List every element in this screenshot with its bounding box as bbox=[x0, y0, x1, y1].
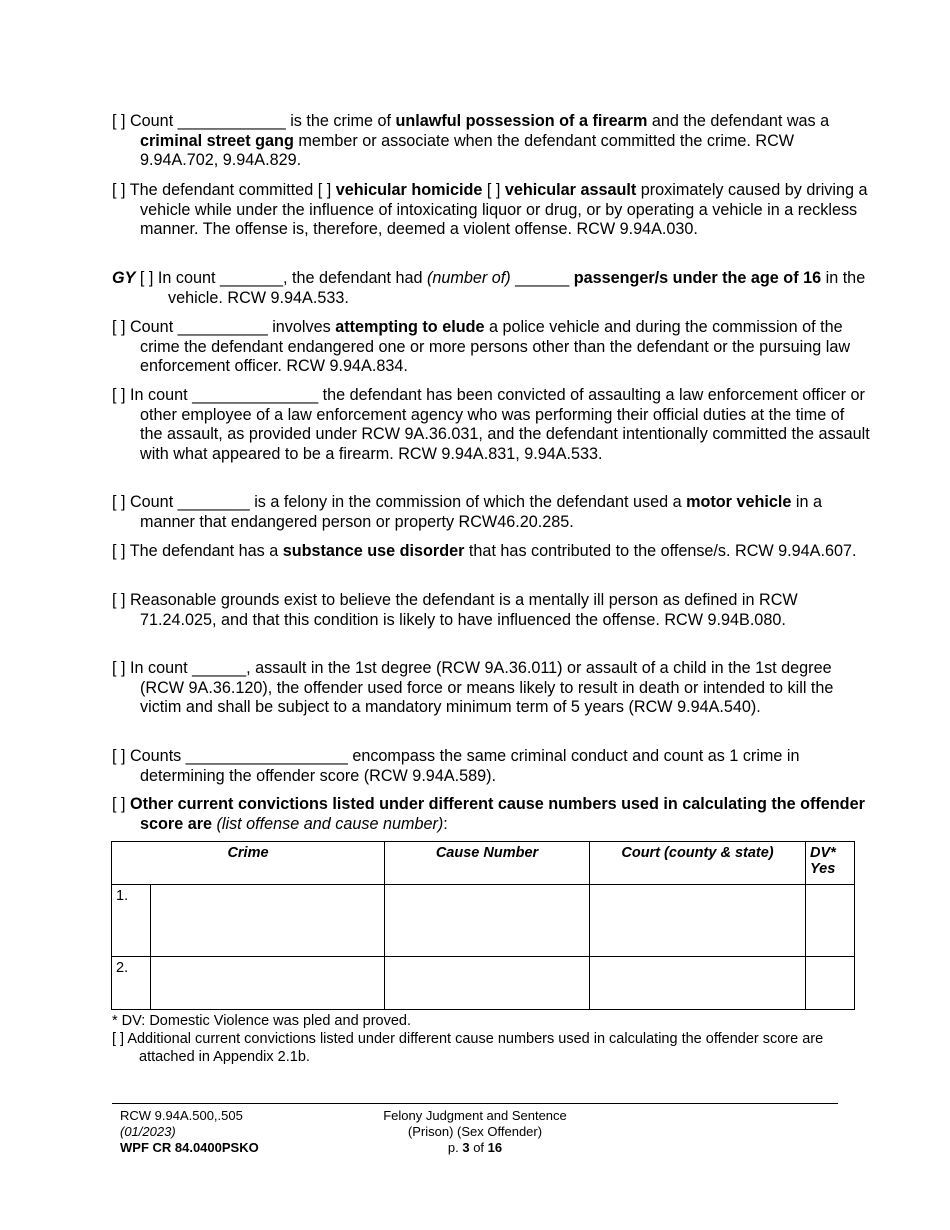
text: [ ] The defendant has a bbox=[112, 542, 283, 560]
header-dv bbox=[806, 842, 855, 885]
text: [ ] In count ______________ the defendant has been convicted of assaulting a law enforcement officer or other employee of a law enforcement agency who was performing their official duties at the time of the assault, as provided under RCW 9A.36.031, and the defendant intentionally committed the assault with what appeared to be a firearm. RCW 9.94A.831, 9.94A.533. bbox=[112, 386, 870, 463]
text: : bbox=[443, 814, 448, 833]
dv-cell[interactable] bbox=[806, 957, 855, 1010]
footer-date: (01/2023) bbox=[120, 1124, 176, 1139]
yes-label: Yes bbox=[810, 861, 836, 877]
text: [ ] Count ____________ is the crime of bbox=[112, 112, 396, 130]
paragraph-substance-use bbox=[112, 542, 870, 562]
text: [ ] The defendant committed [ ] bbox=[112, 181, 336, 199]
row-number: 2. bbox=[112, 957, 151, 1010]
footer-form-id: WPF CR 84.0400PSKO bbox=[120, 1140, 259, 1155]
table-header-row bbox=[112, 842, 855, 885]
footer-subtitle: (Prison) (Sex Offender) bbox=[407, 1124, 543, 1139]
text: [ ] In count ______, assault in the 1st degree (RCW 9A.36.011) or assault of a child in the 1st degree (RCW 9A.36.120), the offender used force or means likely to result in death or intended to kill the victim and shall be subject to a mandatory minimum term of 5 years (RCW 9.94A.540). bbox=[112, 659, 834, 717]
paragraph-motor-vehicle bbox=[112, 493, 870, 532]
crime-cell[interactable] bbox=[151, 957, 385, 1010]
paragraph-firearm-gang bbox=[112, 112, 870, 171]
text: and the defendant was a bbox=[647, 112, 830, 130]
header-cause-number: Cause Number bbox=[385, 842, 590, 885]
footer-divider bbox=[112, 1103, 838, 1104]
bold-text: criminal street gang bbox=[140, 131, 294, 150]
text: [ ] Counts __________________ encompass the same criminal conduct and count as 1 crime in determining the offender score (RCW 9.94A.589). bbox=[112, 747, 800, 785]
header-crime: Crime bbox=[112, 842, 385, 885]
bold-text: motor vehicle bbox=[686, 493, 792, 511]
gy-mark: GY bbox=[112, 269, 136, 287]
paragraph-vehicular bbox=[112, 181, 870, 240]
paragraph-elude bbox=[112, 318, 870, 377]
paragraph-assault-first-degree bbox=[112, 659, 870, 718]
bold-text: Other current convictions listed under different cause numbers used in calculating the offender score are bbox=[130, 795, 865, 833]
page-indicator bbox=[350, 1140, 600, 1156]
table-row bbox=[112, 885, 855, 957]
bold-text: vehicular homicide bbox=[335, 181, 483, 199]
italic-text: (list offense and cause number) bbox=[216, 814, 444, 833]
cause-number-cell[interactable] bbox=[385, 885, 590, 957]
paragraph-passengers bbox=[112, 269, 898, 308]
paragraph-other-convictions bbox=[112, 795, 870, 834]
text: ______ bbox=[510, 269, 574, 287]
paragraph-same-conduct bbox=[112, 747, 870, 786]
text: member or associate when the defendant committed the crime. RCW 9.94A.702, 9.94A.829. bbox=[140, 131, 795, 170]
dv-footnote: * DV: Domestic Violence was pled and proved. bbox=[112, 1013, 412, 1029]
bold-text: unlawful possession of a firearm bbox=[395, 112, 648, 130]
footer-title: Felony Judgment and Sentence bbox=[383, 1108, 567, 1123]
text: [ ] bbox=[482, 181, 505, 199]
footer-rcw: RCW 9.94A.500,.505 bbox=[120, 1108, 243, 1123]
text: [ ] Count __________ involves bbox=[112, 318, 336, 336]
text: a police vehicle and during the commission of the crime the defendant endangered one or more persons other than the defendant or the pursuing law enforcement officer. RCW 9.94A.834. bbox=[140, 318, 851, 376]
court-cell[interactable] bbox=[590, 885, 806, 957]
text: [ ] Count ________ is a felony in the commission of which the defendant used a bbox=[112, 493, 687, 511]
text: [ ] Reasonable grounds exist to believe the defendant is a mentally ill person as defined in RCW 71.24.025, and that this condition is likely to have influenced the offense. RCW 9.94B.080. bbox=[112, 591, 798, 629]
dv-cell[interactable] bbox=[806, 885, 855, 957]
dv-label: DV* bbox=[810, 845, 836, 861]
court-cell[interactable] bbox=[590, 957, 806, 1010]
text: [ ] In count _______, the defendant had bbox=[135, 269, 428, 287]
page-of: of bbox=[469, 1140, 488, 1155]
convictions-table bbox=[111, 841, 855, 1010]
bold-text: substance use disorder bbox=[282, 542, 465, 560]
text: proximately caused by driving a vehicle while under the influence of intoxicating liquor or drug, or by operating a vehicle in a reckless manner. The offense is, therefore, deemed a violent offense. RCW 9.94A.030. bbox=[140, 181, 868, 239]
text: in the vehicle. RCW 9.94A.533. bbox=[168, 269, 866, 307]
table-row bbox=[112, 957, 855, 1010]
row-number: 1. bbox=[112, 885, 151, 957]
text: [ ] bbox=[112, 795, 130, 813]
page-total: 16 bbox=[487, 1140, 503, 1155]
bold-text: passenger/s under the age of 16 bbox=[573, 269, 822, 287]
text: in a manner that endangered person or property RCW46.20.285. bbox=[140, 493, 822, 531]
cause-number-cell[interactable] bbox=[385, 957, 590, 1010]
header-court: Court (county & state) bbox=[590, 842, 806, 885]
footer-left bbox=[120, 1108, 259, 1156]
paragraph-assault-officer bbox=[112, 386, 870, 464]
appendix-note: [ ] Additional current convictions listed under different cause numbers used in calculating the offender score are attached in Appendix 2.1b. bbox=[112, 1031, 824, 1065]
bold-text: attempting to elude bbox=[335, 318, 485, 336]
paragraph-mentally-ill bbox=[112, 591, 870, 630]
crime-cell[interactable] bbox=[151, 885, 385, 957]
footer-center bbox=[350, 1108, 600, 1156]
page-prefix: p. bbox=[447, 1140, 463, 1155]
page-number: 3 bbox=[462, 1140, 470, 1155]
text: that has contributed to the offense/s. RCW 9.94A.607. bbox=[464, 542, 857, 560]
bold-text: vehicular assault bbox=[504, 181, 637, 199]
italic-text: (number of) bbox=[427, 269, 511, 287]
